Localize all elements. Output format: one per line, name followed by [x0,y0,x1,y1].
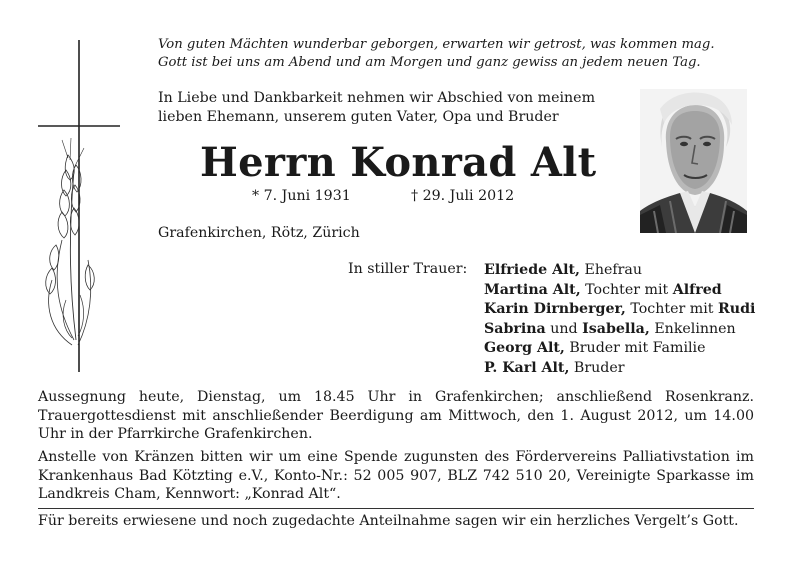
thanks-note: Für bereits erwiesene und noch zugedachte Anteilnahme sagen wir ein herzliches Vergelt’s Gott. [38,513,739,529]
mourner-name: Sabrina [484,320,546,337]
mourner-relation: Tochter mit [580,281,673,298]
mourner-name: Isabella, [582,320,650,337]
mourner-row [484,359,774,379]
mourner-relation: Tochter mit [625,301,718,317]
mourner-relation: Bruder [569,359,625,376]
mourner-row [484,300,774,320]
mourner-name: Karin Dirnberger, [484,301,626,317]
poem-line: Gott ist bei uns am Abend und am Morgen und ganz gewiss an jedem neuen Tag. [158,55,701,70]
mourner-name: Alfred [672,281,722,298]
places-of-life: Grafenkirchen, Rötz, Zürich [158,225,360,241]
poem-line: Von guten Mächten wunderbar geborgen, erwarten wir getrost, was kommen mag. [158,37,715,52]
mourner-name: Rudi [717,301,756,317]
mourner-row [484,320,774,340]
mourner-name: Martina Alt, [484,281,581,298]
mourner-relation: und [545,320,583,337]
portrait-photo [640,89,747,233]
birth-date: * 7. Juni 1931 [252,188,351,204]
intro-line: In Liebe und Dankbarkeit nehmen wir Abschied von meinem [158,90,596,106]
mourner-row [484,281,774,301]
intro-line: lieben Ehemann, unserem guten Vater, Opa und Bruder [158,109,559,125]
service-announcement: Aussegnung heute, Dienstag, um 18.45 Uhr in Grafenkirchen; anschließend Rosenkranz. Trauergottesdienst mit anschließender Beerdigung am Mittwoch, den 1. August 2012, um 14.00 Uhr in der Pfarrkirche Grafenkirchen. [38,389,754,443]
divider [38,508,754,509]
mourning-label: In stiller Trauer: [348,261,468,277]
mourner-relation: Enkelinnen [649,320,736,337]
donation-request: Anstelle von Kränzen bitten wir um eine Spende zugunsten des Fördervereins Palliativstation im Krankenhaus Bad Kötzting e.V., Konto-Nr.: 52 005 907, BLZ 742 510 20, Vereinigte Sparkasse im Landkreis Cham, Kennwort: „Konrad Alt“. [38,449,754,503]
mourner-row [484,339,774,359]
cross-with-wheat-icon [38,40,128,372]
mourner-name: Elfriede Alt, [484,262,580,278]
poem-verse [158,36,758,72]
mourner-relation: Bruder mit Familie [564,340,706,356]
mourner-row [484,261,774,281]
mourner-name: Georg Alt, [484,340,565,356]
deceased-name: Herrn Konrad Alt [200,139,597,186]
mourners-list [484,261,774,378]
mourner-relation: Ehefrau [579,262,643,278]
farewell-intro [158,89,628,127]
mourner-name: P. Karl Alt, [484,359,570,376]
death-date: † 29. Juli 2012 [411,188,515,204]
